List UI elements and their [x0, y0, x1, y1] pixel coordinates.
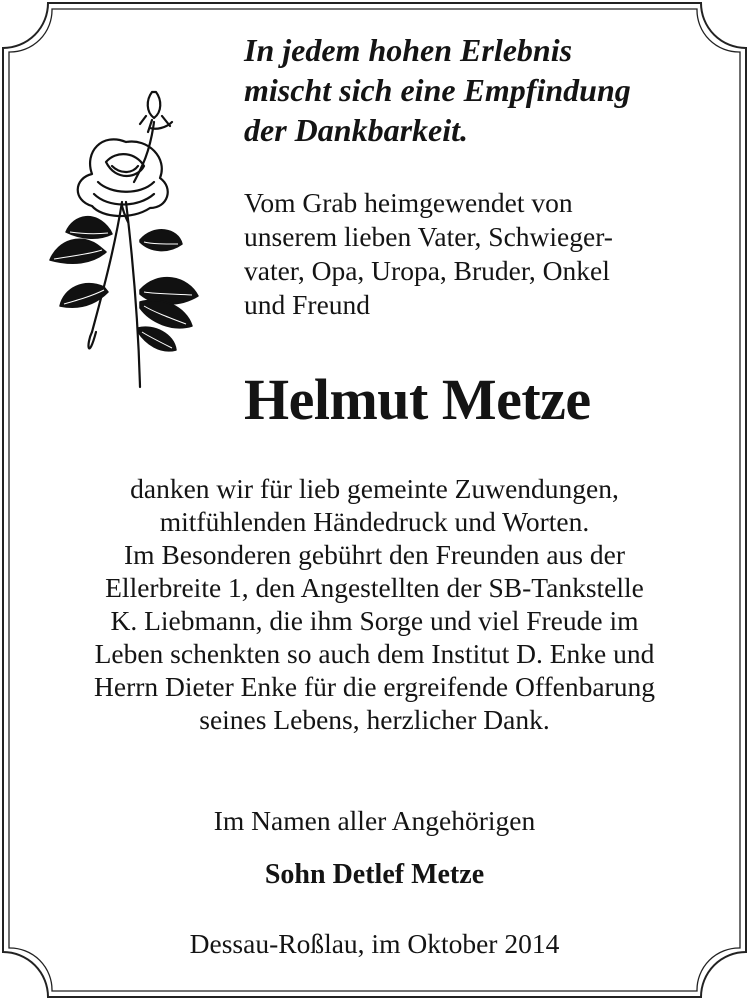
intro-line: vater, Opa, Uropa, Bruder, Onkel [244, 255, 610, 286]
deceased-name: Helmut Metze [244, 367, 591, 432]
thanks-line: Herrn Dieter Enke für die ergreifende Offenbarung [94, 671, 655, 702]
thanks-line: Leben schenkten so auch dem Institut D. Enke und [94, 638, 655, 669]
rose-icon [22, 82, 217, 394]
quote-block [244, 30, 724, 150]
on-behalf-line: Im Namen aller Angehörigen [213, 805, 536, 836]
intro-line: und Freund [244, 289, 371, 320]
signer-name: Sohn Detlef Metze [264, 859, 485, 890]
thanks-line: Ellerbreite 1, den Angestellten der SB-Tankstelle [105, 572, 644, 603]
quote-line: der Dankbarkeit. [244, 112, 468, 148]
quote-line: mischt sich eine Empfindung [244, 72, 631, 108]
thanks-line: danken wir für lieb gemeinte Zuwendungen, [130, 473, 619, 504]
quote-line: In jedem hohen Erlebnis [244, 32, 573, 68]
thanks-line: seines Lebens, herzlicher Dank. [199, 704, 550, 735]
intro-block [244, 186, 724, 322]
thanks-text [20, 472, 729, 736]
place-date: Dessau-Roßlau, im Oktober 2014 [189, 928, 560, 959]
thanks-line: K. Liebmann, die ihm Sorge und viel Freude im [110, 605, 639, 636]
thanks-line: mitfühlenden Händedruck und Worten. [159, 506, 590, 537]
intro-line: Vom Grab heimgewendet von [244, 187, 573, 218]
intro-line: unserem lieben Vater, Schwieger- [244, 221, 613, 252]
thanks-line: Im Besonderen gebührt den Freunden aus der [124, 539, 625, 570]
